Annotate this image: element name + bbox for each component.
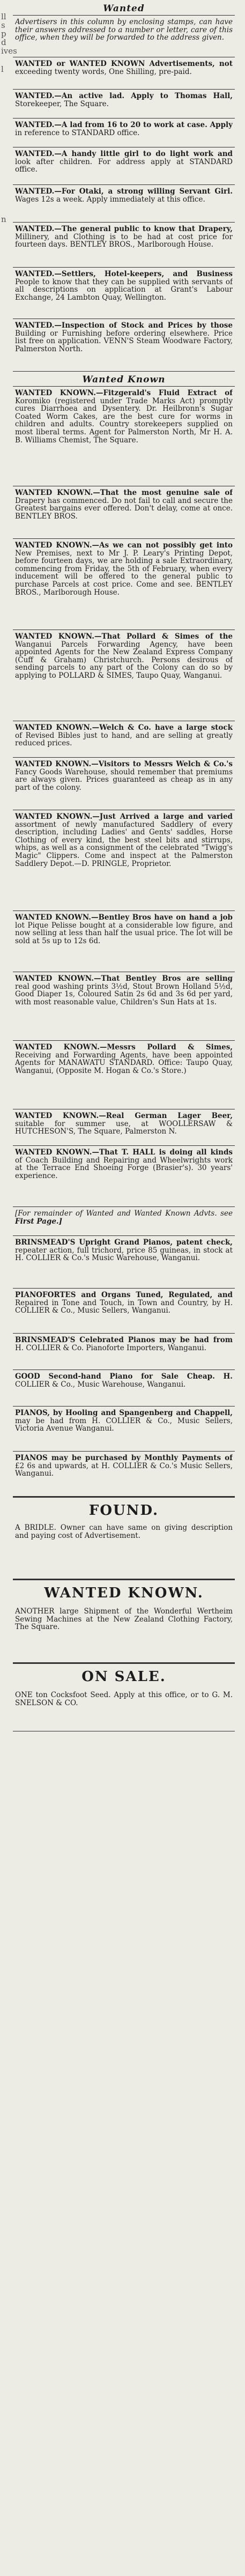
advertisers-notice: Advertisers in this column by enclosing stamps, can have their answers addressed to a number or letter, care of this office, when they will be forwarded to the address given. (15, 18, 233, 42)
divider (13, 1496, 235, 1498)
ad-drapery-cost: WANTED.—The general public to know that Drapery, Millinery, and Clothing is to be had at cost price for fourteen days. BENTLEY BROS., Marlborough House. (15, 225, 233, 249)
divider (13, 1288, 235, 1289)
ad-pique-pelisse: WANTED KNOWN.—Bentley Bros have on hand a job lot Pique Pelisse bought at a considerable low figure, and now selling at less than half the usual price. The lot will be sold at 5s up to 12s 6d. (15, 914, 233, 945)
ad-saddlery: WANTED KNOWN.—Just Arrived a large and varied assortment of newly manufactured Saddlery of every description, including Ladies' and Gents' saddles, Horse Clothing of every kind, the best steel bits and stirrups, whips, as well as a consignment of the celebrated "Twigg's Magic" Clippers. Come and inspect at the Palmerston Saddlery Depot.—D. PRINGLE, Proprietor. (15, 813, 233, 868)
ad-fancy-goods: WANTED KNOWN.—Visitors to Messrs Welch & Co.'s Fancy Goods Warehouse, should remember that premiums are always given. Prices guaranteed as cheap as in any part of the colony. (15, 760, 233, 792)
ad-labour-exchange: WANTED.—Settlers, Hotel-keepers, and Business People to know that they can be supplied with servants of all descriptions on application at Grant's Labour Exchange, 24 Lambton Quay, Wellington. (15, 270, 233, 302)
divider (13, 267, 235, 268)
margin-fragment: ives (1, 46, 17, 56)
margin-fragment: d (1, 38, 6, 47)
ad-drapery-sale: WANTED KNOWN.—That the most genuine sale of Drapery has commenced. Do not fail to call and secure the Greatest bargains ever offered. Don't delay, come at once. BENTLEY BROS. (15, 489, 233, 521)
ad-sewing-machines: ANOTHER large Shipment of the Wonderful Wertheim Sewing Machines at the New Zealand Clothing Factory, The Square. (15, 1608, 233, 1632)
ad-standard-agents: WANTED KNOWN.—Messrs Pollard & Simes, Receiving and Forwarding Agents, have been appointed Agents for MANAWATU STANDARD. Office: Taupo Quay, Wanganui, (Opposite M. Hogan & Co.'s Store.) (15, 1043, 233, 1075)
ad-koromiko: WANTED KNOWN.—Fitzgerald's Fluid Extract of Koromiko (registered under Trade Marks Act) promptly cures Diarrhoea and Dysentery. Dr. Heilbronn's Sugar Coated Worm Cakes, are the best cure for worms in children and adults. Country storekeepers supplied on most liberal terms. Agent for Palmerston North, Mr H. A. B. Williams Chemist, The Square. (15, 389, 233, 445)
divider (13, 1145, 235, 1146)
ad-lager-beer: WANTED KNOWN.—Real German Lager Beer, suitable for summer use, at WOOLLERSAW & HUTCHESON'S, The Square, Palmerston N. (15, 1112, 233, 1136)
found-heading: FOUND. (88, 1502, 159, 1519)
remainder-notice: [For remainder of Wanted and Wanted Known Advts. see First Page.] (15, 1210, 233, 1226)
ad-hooling-pianos: PIANOS, by Hooling and Spangenberg and Chappell, may be had from H. COLLIER & Co., Music Sellers, Victoria Avenue Wanganui. (15, 1409, 233, 1433)
margin-fragment: s (1, 20, 5, 30)
ad-piano-tuning: PIANOFORTES and Organs Tuned, Regulated, and Repaired in Tone and Touch, in Town and Country, by H. COLLIER & Co., Music Sellers, Wanganui. (15, 1291, 233, 1315)
divider (13, 1333, 235, 1334)
ad-servant-girl: WANTED.—For Otaki, a strong willing Servant Girl. Wages 12s a week. Apply immediately at this office. (15, 188, 233, 204)
divider (13, 1235, 235, 1236)
divider (13, 1206, 235, 1207)
ad-revised-bibles: WANTED KNOWN.—Welch & Co. have a large stock of Revised Bibles just to hand, and are selling at greatly reduced prices. (15, 724, 233, 748)
ad-coach-building: WANTED KNOWN.—That T. HALL is doing all kinds of Coach Building and Repairing and Wheelwrights work at the Terrace End Shoeing Forge (Brasier's). 30 years' experience. (15, 1149, 233, 1180)
ad-bridle-found: A BRIDLE. Owner can have same on giving description and paying cost of Advertisement. (15, 1524, 233, 1540)
ad-wanted-terms: WANTED or WANTED KNOWN Advertisements, not exceeding twenty words, One Shilling, pre-paid. (15, 60, 233, 76)
ad-new-premises-sale: WANTED KNOWN.—As we can not possibly get into New Premises, next to Mr J. P. Leary's Printing Depot, before fourteen days, we are holding a sale Extraordinary, commencing from Friday, the 5th of February, when every inducement will be offered to the general public to purchase Parcels at cost price. Come and see. BENTLEY BROS., Marlborough House. (15, 542, 233, 597)
divider (13, 538, 235, 539)
divider (13, 757, 235, 758)
ad-woodware-factory: WANTED.—Inspection of Stock and Prices by those Building or Furnishing before ordering elsewhere. Price list free on application. VENN'S Steam Woodware Factory, Palmerston North. (15, 322, 233, 353)
ad-little-girl: WANTED.—A handy little girl to do light work and look after children. For address apply at STANDARD office. (15, 150, 233, 174)
divider (13, 1406, 235, 1407)
ad-brinsmead-celebrated: BRINSMEAD'S Celebrated Pianos may be had from H. COLLIER & Co. Pianoforte Importers, Wanganui. (15, 1336, 233, 1352)
ad-cocksfoot-seed: ONE ton Cocksfoot Seed. Apply at this office, or to G. M. SNELSON & CO. (15, 1691, 233, 1707)
divider (13, 1662, 235, 1664)
on-sale-heading: ON SALE. (81, 1669, 166, 1685)
wanted-heading: Wanted (103, 3, 145, 14)
ad-lad-case: WANTED.—A lad from 16 to 20 to work at case. Apply in reference to STANDARD office. (15, 121, 233, 137)
ad-brinsmead-upright: BRINSMEAD'S Upright Grand Pianos, patent check, repeater action, full trichord, price 85 guineas, in stock at H. COLLIER & Co.'s Music Warehouse, Wanganui. (15, 1239, 233, 1263)
divider (13, 1579, 235, 1580)
divider (13, 184, 235, 185)
divider (13, 118, 235, 119)
ad-monthly-payments: PIANOS may be purchased by Monthly Payments of £2 6s and upwards, at H. COLLIER & Co.'s Music Sellers, Wanganui. (15, 1454, 233, 1478)
divider (13, 1040, 235, 1041)
left-margin-fragments (0, 0, 17, 2576)
ad-active-lad: WANTED.—An active lad. Apply to Thomas Hall, Storekeeper, The Square. (15, 92, 233, 108)
margin-fragment: n (1, 214, 6, 224)
divider (13, 222, 235, 223)
margin-fragment: ll (1, 12, 6, 21)
ad-parcels-agency: WANTED KNOWN.—That Pollard & Simes of the Wanganui Parcels Forwarding Agency, have been appointed Agents for the New Zealand Express Company (Cuff & Graham) Christchurch. Persons desirous of sending parcels to any part of the Colony can do so by applying to POLLARD & SIMES, Taupo Quay, Wanganui. (15, 633, 233, 680)
advertising-column (13, 0, 235, 2576)
margin-fragment: p (1, 29, 6, 39)
divider (13, 1451, 235, 1452)
divider (13, 89, 235, 90)
divider (13, 386, 235, 387)
margin-fragment: l (1, 64, 4, 74)
divider (13, 15, 235, 16)
ad-secondhand-piano: GOOD Second-hand Piano for Sale Cheap. H. COLLIER & Co., Music Warehouse, Wanganui. (15, 1373, 233, 1389)
wanted-known-heading: Wanted Known (82, 374, 166, 385)
wanted-known-big-heading: WANTED KNOWN. (44, 1585, 204, 1601)
divider (13, 371, 235, 372)
ad-washing-prints: WANTED KNOWN.—That Bentley Bros are selling real good washing prints 3½d, Stout Brown Holland 5½d, Good Diaper 1s, Coloured Satin 2s 6d and 3s 6d per yard, with most reasonable value, Children's Sun Hats at 1s. (15, 975, 233, 1006)
